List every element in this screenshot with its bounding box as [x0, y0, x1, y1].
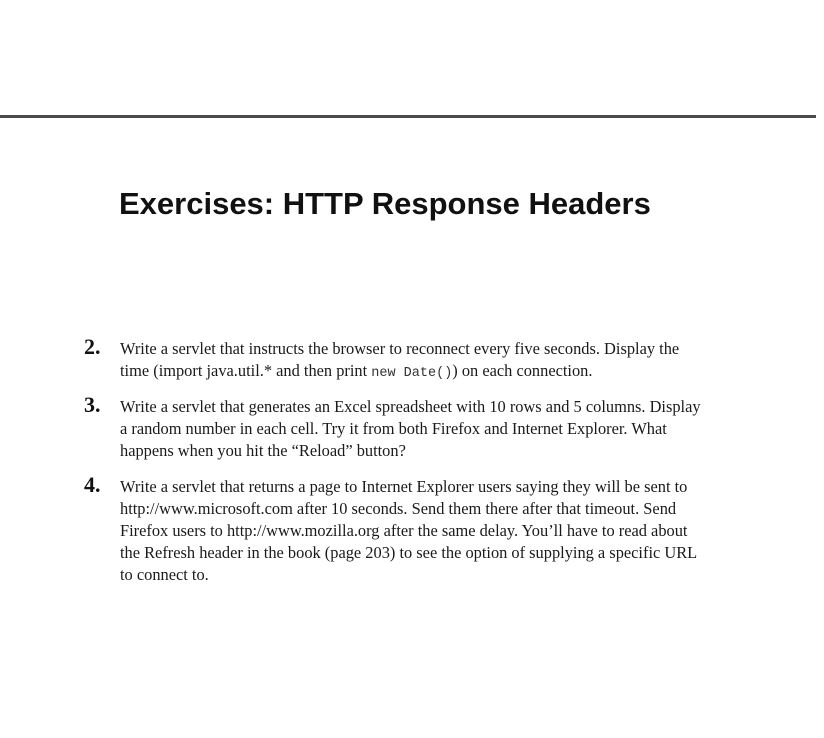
exercise-text: Write a servlet that generates an Excel spreadsheet with 10 rows and 5 columns. Display a random number in each cell. Try it from both Firefox and Internet Explorer. What happens when you hit the “Reload” button?: [120, 397, 701, 460]
exercise-text: [120, 338, 710, 385]
page-title: Exercises: HTTP Response Headers: [119, 186, 651, 221]
exercise-text: Write a servlet that returns a page to Internet Explorer users saying they will be sent to http://www.microsoft.com after 10 seconds. Send them there after that timeout. Send Firefox users to http://www.mozilla.org after the same delay. You’ll have to read about the Refresh header in the book (page 203) to see the option of supplying a specific URL to connect to.: [120, 477, 697, 584]
exercise-text-part: ) on each connection.: [452, 361, 593, 380]
code-snippet: new Date(): [371, 366, 453, 381]
exercise-number: 2.: [84, 334, 101, 359]
exercise-text-part: Write a servlet that instructs the browser to reconnect every five seconds. Display the time (import java.util.* and then print: [120, 339, 680, 380]
exercise-number: 4.: [84, 472, 101, 497]
exercise-number: 3.: [84, 392, 101, 417]
